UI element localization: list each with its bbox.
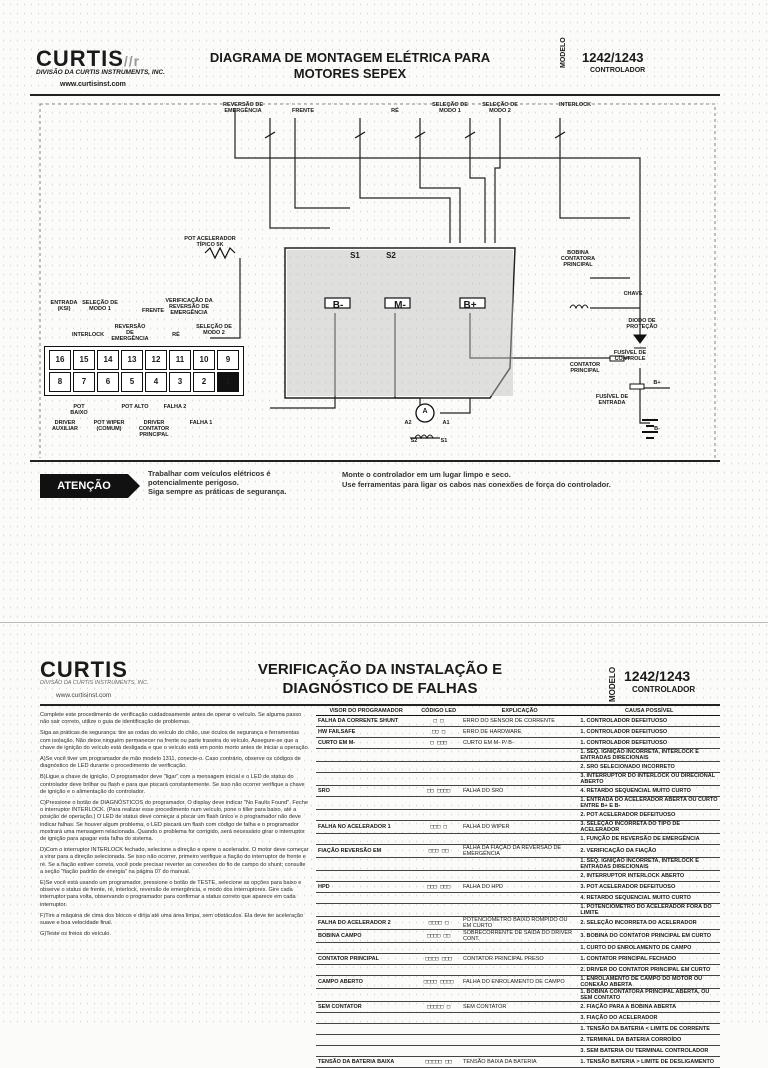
connector-pin: 1 — [217, 372, 239, 392]
table-cell: ERRO DE HARDWARE — [461, 727, 578, 738]
table-cell: 1. ENTRADA DO ACELERADOR ABERTA OU CURTO ENTRE B+ E B- — [578, 797, 720, 810]
model-sub: CONTROLADOR — [590, 67, 646, 74]
table-cell: FALHA NO ACELERADOR 1 — [316, 821, 416, 834]
connector-pin: 14 — [97, 350, 119, 370]
table-cell: 3. INTERRUPTOR DO INTERLOCK OU DIRECIONAL ABERTO — [578, 773, 720, 786]
page-separator — [0, 622, 768, 623]
table-cell: 1. CONTROLADOR DEFEITUOSO — [578, 727, 720, 738]
table-cell — [316, 989, 416, 1002]
table-cell — [416, 965, 461, 976]
connector-pin: 8 — [49, 372, 71, 392]
table-row — [316, 821, 720, 834]
table-row — [316, 1035, 720, 1046]
label-fusivel-entrada: FUSÍVEL DE ENTRADA — [595, 394, 629, 406]
conn-label-pot-baixo: POT BAIXO — [70, 404, 88, 416]
table-cell — [461, 871, 578, 882]
label-mode2: SELEÇÃO DE MODO 2 — [482, 102, 518, 114]
table-cell — [461, 773, 578, 786]
table-row — [316, 882, 720, 893]
table-cell — [461, 1035, 578, 1046]
bottom-website-text: www.curtisinst.com — [56, 692, 112, 699]
col-explicacao: EXPLICAÇÃO — [461, 707, 578, 716]
label-s2: S2 — [386, 251, 396, 260]
label-bobina: BOBINA CONTATORA PRINCIPAL — [560, 250, 596, 268]
table-cell: 1. TENSÃO BATERIA > LIMITE DE DESLIGAMENTO — [578, 1057, 720, 1068]
label-a1: A1 — [442, 420, 450, 426]
table-cell — [461, 893, 578, 904]
table-cell: 2. TERMINAL DA BATERIA CORROÍDO — [578, 1035, 720, 1046]
table-cell — [416, 893, 461, 904]
table-row — [316, 871, 720, 882]
conn-label-verif: VERIFICAÇÃO DA REVERSÃO DE EMERGÊNCIA — [165, 298, 213, 316]
table-cell: □□□ □ — [416, 821, 461, 834]
table-header-row — [316, 707, 720, 716]
table-cell: 1. SEQ. IGNIÇÃO INCORRETA, INTERLOCK E ENTRADAS DIRECIONAIS — [578, 749, 720, 762]
table-cell: 2. POT ACELERADOR DEFEITUOSO — [578, 810, 720, 821]
table-cell: □□ □□□□ — [416, 786, 461, 797]
table-cell — [316, 834, 416, 845]
table-cell: 3. SEM BATERIA OU TERMINAL CONTROLADOR — [578, 1046, 720, 1057]
connector-pin: 10 — [193, 350, 215, 370]
modelo-vertical: MODELO — [560, 37, 567, 68]
label-bminus: B- — [332, 300, 344, 311]
label-motor-s1: S1 — [440, 438, 448, 444]
label-contator: CONTATOR PRINCIPAL — [569, 362, 601, 374]
table-cell — [316, 965, 416, 976]
table-cell: CONTATOR PRINCIPAL — [316, 954, 416, 965]
table-row — [316, 917, 720, 930]
brand-text: CURTIS — [36, 46, 124, 71]
table-cell — [416, 858, 461, 871]
bottom-model-number: 1242/1243 — [624, 668, 691, 684]
table-cell — [461, 810, 578, 821]
table-cell: □□□□ □□ — [416, 930, 461, 943]
connector-pin: 11 — [169, 350, 191, 370]
warning-left-text — [148, 469, 286, 496]
bottom-title-line-1: VERIFICAÇÃO DA INSTALAÇÃO E — [257, 661, 503, 678]
conn-label-driver-contator: DRIVER CONTATOR PRINCIPAL — [138, 420, 170, 438]
table-row — [316, 976, 720, 989]
connector-pin: 3 — [169, 372, 191, 392]
table-cell: □ □□□ — [416, 738, 461, 749]
table-cell: 4. RETARDO SEQUENCIAL MUITO CURTO — [578, 786, 720, 797]
col-visor: VISOR DO PROGRAMADOR — [316, 707, 416, 716]
table-cell — [461, 1024, 578, 1035]
label-motor-s2: S2 — [410, 438, 418, 444]
col-codigo-led: CÓDIGO LED — [416, 707, 461, 716]
conn-label-driver-aux: DRIVER AUXILIAR — [52, 420, 78, 432]
table-cell: FALHA DA CORRENTE SHUNT — [316, 716, 416, 727]
table-cell — [461, 1046, 578, 1057]
table-cell: □ □ — [416, 716, 461, 727]
table-cell: 2. FIAÇÃO PARA A BOBINA ABERTA — [578, 1002, 720, 1013]
table-row — [316, 943, 720, 954]
connector-pin: 4 — [145, 372, 167, 392]
table-cell — [416, 797, 461, 810]
conn-label-frente: FRENTE — [142, 308, 164, 314]
bottom-modelo-vertical: MODELO — [608, 666, 617, 702]
label-re: RÉ — [391, 108, 399, 114]
conn-label-modo1: SELEÇÃO DE MODO 1 — [82, 300, 118, 312]
label-a2: A2 — [404, 420, 412, 426]
label-interlock: INTERLOCK — [558, 102, 592, 108]
table-cell: FALHA DO ACELERADOR 2 — [316, 917, 416, 930]
instruction-paragraph: F)Tire a máquina de cima dos blocos e dirija até uma área limpa, sem obstáculos. Ela deve ter aceleração suave e boa velocidade final. — [40, 912, 304, 927]
controller-body — [287, 250, 513, 396]
table-row — [316, 762, 720, 773]
table-cell: □□□ □□ — [416, 845, 461, 858]
bottom-model-sub: CONTROLADOR — [632, 685, 696, 694]
table-cell: 1. ENROLAMENTO DE CAMPO DO MOTOR OU CONEXÃO ABERTA — [578, 976, 720, 989]
conn-label-falha1: FALHA 1 — [189, 420, 213, 426]
table-cell — [461, 858, 578, 871]
instruction-paragraph: D)Com o interruptor INTERLOCK fechado, selecione a direção e opere o acelerador. O motor deve começar a virar para a direção selecionada. Se isso não ocorrer, primeiro verifique a fiação do interruptor de frente e ré. Se a fiação estiver correta, você pode precisar reverter as conexões do fio de campo do shunt; consulte a seção "fiação padrão de energia" na página 07 do manual. — [40, 847, 309, 875]
col-causa: CAUSA POSSÍVEL — [578, 707, 720, 716]
table-cell: 3. SELEÇÃO INCORRETA DO TIPO DE ACELERADOR — [578, 821, 720, 834]
conn-label-pot-wiper: POT WIPER (COMUM) — [93, 420, 125, 432]
warning-left-line-2: potencialmente perigoso. — [148, 478, 239, 487]
table-cell: 1. CONTATOR PRINCIPAL FECHADO — [578, 954, 720, 965]
bottom-curtis-logo: CURTIS — [40, 657, 128, 682]
connector-pin: 12 — [145, 350, 167, 370]
table-row — [316, 797, 720, 810]
conn-label-interlock: INTERLOCK — [71, 332, 105, 338]
bottom-header-rule — [40, 704, 720, 706]
table-cell — [461, 943, 578, 954]
instructions-column — [40, 712, 310, 942]
website-text: www.curtisinst.com — [60, 81, 126, 88]
table-cell: 3. POT ACELERADOR DEFEITUOSO — [578, 882, 720, 893]
table-cell: BOBINA CAMPO — [316, 930, 416, 943]
table-cell: 4. RETARDO SEQUENCIAL MUITO CURTO — [578, 893, 720, 904]
table-row — [316, 810, 720, 821]
label-mode1: SELEÇÃO DE MODO 1 — [432, 102, 468, 114]
table-cell: FALHA DO SRO — [461, 786, 578, 797]
table-cell — [416, 1046, 461, 1057]
table-cell: FALHA DA FIAÇÃO DA REVERSÃO DE EMERGÊNCIA — [461, 845, 578, 858]
instruction-paragraph: Siga as práticas de segurança: tire as rodas do veículo do chão, use óculos de segurança e ferramentas com isolação. Não deixe ninguém permanecer na frente ou parte traseira do veículo. Assegure-se que a chave de ignição do veículo está desligada e que o veículo está em ponto morto antes de iniciar a operação. — [40, 730, 310, 751]
table-cell — [316, 810, 416, 821]
conn-label-entrada-ksi: ENTRADA (KSI) — [50, 300, 78, 312]
connector-pin: 16 — [49, 350, 71, 370]
table-cell — [416, 1024, 461, 1035]
table-cell — [416, 749, 461, 762]
title-line-2: MOTORES SEPEX — [293, 66, 407, 81]
connector-pin: 2 — [193, 372, 215, 392]
label-bminus-bat: B- — [654, 426, 660, 432]
connector-pin: 13 — [121, 350, 143, 370]
table-cell: FALHA DO WIPER — [461, 821, 578, 834]
division-text: DIVISÃO DA CURTIS INSTRUMENTS, INC. — [36, 69, 165, 76]
bottom-division-text: DIVISÃO DA CURTIS INSTRUMENTS, INC. — [40, 680, 149, 686]
conn-label-re: RÉ — [172, 332, 180, 338]
table-cell — [461, 989, 578, 1002]
table-cell: 3. BOBINA DO CONTATOR PRINCIPAL EM CURTO — [578, 930, 720, 943]
table-cell — [316, 871, 416, 882]
table-cell: SRO — [316, 786, 416, 797]
table-row — [316, 1013, 720, 1024]
table-cell — [461, 834, 578, 845]
table-cell — [416, 834, 461, 845]
table-cell: CONTATOR PRINCIPAL PRESO — [461, 954, 578, 965]
table-cell: CURTO EM M- — [316, 738, 416, 749]
table-cell — [461, 1013, 578, 1024]
table-cell: 1. POTENCIÔMETRO DO ACELERADOR FORA DO LIMITE — [578, 904, 720, 917]
table-cell: SOBRECORRENTE DE SAÍDA DO DRIVER CONT. — [461, 930, 578, 943]
label-frente: FRENTE — [292, 108, 314, 114]
table-cell — [416, 762, 461, 773]
table-cell — [461, 904, 578, 917]
table-cell — [316, 1035, 416, 1046]
table-cell: TENSÃO DA BATERIA BAIXA — [316, 1057, 416, 1068]
table-cell: ERRO DO SENSOR DE CORRENTE — [461, 716, 578, 727]
table-row — [316, 845, 720, 858]
table-cell: CURTO EM M- P/ B- — [461, 738, 578, 749]
warning-right-line-2: Use ferramentas para ligar os cabos nas conexões de força do controlador. — [342, 480, 611, 489]
table-cell — [316, 749, 416, 762]
table-row — [316, 930, 720, 943]
warning-divider — [30, 460, 720, 462]
table-cell: HPD — [316, 882, 416, 893]
table-cell: 1. TENSÃO DA BATERIA < LIMITE DE CORRENTE — [578, 1024, 720, 1035]
table-cell — [461, 762, 578, 773]
bottom-title-line-2: DIAGNÓSTICO DE FALHAS — [282, 680, 478, 697]
table-cell: FIAÇÃO REVERSÃO EM — [316, 845, 416, 858]
table-cell — [316, 797, 416, 810]
table-row — [316, 1002, 720, 1013]
table-cell — [416, 871, 461, 882]
instruction-paragraph: B)Ligue a chave de ignição. O programador deve "ligar" com a mensagem inicial e o LED de status do controlador deve brilhar ou flash e para que piscará constantemente. Se isso não ocorrer verifique a chave de ignição e o alimentação do controlador. — [40, 774, 305, 795]
table-cell: FALHA DO HPD — [461, 882, 578, 893]
table-cell: FALHA DO ENROLAMENTO DE CAMPO — [461, 976, 578, 989]
table-cell — [416, 773, 461, 786]
instruction-paragraph: E)Se você está usando um programador, pressione o botão de TESTE, selecione as opções para baixo e observe o status de frente, ré, interlock, reversão de emergência, e modo dos interruptores. Gire cada interruptor para volta, observando o programador para confirmar a status correto que aparece em cada interruptor. — [40, 880, 302, 908]
table-cell — [416, 989, 461, 1002]
table-cell: SEM CONTATOR — [316, 1002, 416, 1013]
table-cell: □□□□□ □ — [416, 1002, 461, 1013]
connector-pin: 5 — [121, 372, 143, 392]
conn-label-modo2: SELEÇÃO DE MODO 2 — [196, 324, 232, 336]
table-cell: □□□□ □□□□ — [416, 976, 461, 989]
label-pot: POT ACELERADOR TÍPICO 5K — [184, 236, 236, 248]
table-cell: 1. SEQ. IGNIÇÃO INCORRETA, INTERLOCK E ENTRADAS DIRECIONAIS — [578, 858, 720, 871]
table-cell: 1. CONTROLADOR DEFEITUOSO — [578, 716, 720, 727]
table-cell: CAMPO ABERTO — [316, 976, 416, 989]
header-rule — [30, 94, 720, 96]
label-bplus-bat: B+ — [653, 380, 661, 386]
label-motor: A — [422, 408, 428, 415]
table-cell — [461, 797, 578, 810]
instruction-paragraph: G)Teste os freios do veículo. — [40, 931, 111, 938]
table-cell: 1. CONTROLADOR DEFEITUOSO — [578, 738, 720, 749]
table-cell: TENSÃO BAIXA DA BATERIA — [461, 1057, 578, 1068]
table-row — [316, 727, 720, 738]
table-row — [316, 716, 720, 727]
table-row — [316, 834, 720, 845]
table-cell — [316, 893, 416, 904]
label-fusivel-controle: FUSÍVEL DE CONTROLE — [613, 350, 647, 362]
table-cell — [461, 749, 578, 762]
table-cell — [316, 858, 416, 871]
model-number: 1242/1243 — [582, 50, 644, 65]
table-cell — [316, 1013, 416, 1024]
table-cell — [316, 773, 416, 786]
table-cell — [416, 1013, 461, 1024]
table-cell: HW FAILSAFE — [316, 727, 416, 738]
table-cell — [316, 904, 416, 917]
warning-left-line-3: Siga sempre as práticas de segurança. — [148, 487, 287, 496]
instruction-paragraph: Complete este procedimento de verificação cuidadosamente antes de operar o veículo. Se alguma passo não sair correto, utilize o guia de identificação de problemas. — [40, 712, 302, 726]
warning-left-line-1: Trabalhar com veículos elétricos é — [148, 469, 271, 478]
table-row — [316, 1057, 720, 1068]
table-cell: □□□□ □□□ — [416, 954, 461, 965]
table-cell — [461, 965, 578, 976]
table-row — [316, 858, 720, 871]
warning-arrow — [128, 474, 140, 498]
title-line-1: DIAGRAMA DE MONTAGEM ELÉTRICA PARA — [209, 50, 491, 65]
table-cell: 1. CURTO DO ENROLAMENTO DE CAMPO — [578, 943, 720, 954]
table-cell: □□ □ — [416, 727, 461, 738]
table-cell: SEM CONTATOR — [461, 1002, 578, 1013]
table-row — [316, 904, 720, 917]
table-cell: 3. FIAÇÃO DO ACELERADOR — [578, 1013, 720, 1024]
warning-right-text — [342, 470, 611, 490]
warning-right-line-1: Monte o controlador em um lugar limpo e seco. — [342, 470, 511, 479]
connector-pin: 6 — [97, 372, 119, 392]
conn-label-pot-alto: POT ALTO — [121, 404, 149, 410]
table-row — [316, 738, 720, 749]
table-row — [316, 965, 720, 976]
conn-label-falha2: FALHA 2 — [163, 404, 187, 410]
table-cell — [416, 904, 461, 917]
table-cell: □□□□ □ — [416, 917, 461, 930]
label-bplus: B+ — [463, 300, 477, 311]
table-row — [316, 1024, 720, 1035]
table-cell — [416, 810, 461, 821]
table-cell: 2. VERIFICAÇÃO DA FIAÇÃO — [578, 845, 720, 858]
table-cell: 1. FUNÇÃO DE REVERSÃO DE EMERGÊNCIA — [578, 834, 720, 845]
label-mminus: M- — [394, 300, 406, 311]
table-cell: □□□□□ □□ — [416, 1057, 461, 1068]
label-reverse-emergency: REVERSÃO DE EMERGÊNCIA — [222, 102, 264, 114]
table-cell — [316, 943, 416, 954]
table-cell: □□□ □□□ — [416, 882, 461, 893]
label-s1: S1 — [350, 251, 360, 260]
table-cell: 2. SELEÇÃO INCORRETA DO ACELERADOR — [578, 917, 720, 930]
table-cell — [316, 1024, 416, 1035]
conn-label-reversao: REVERSÃO DE EMERGÊNCIA — [111, 324, 149, 342]
table-cell: POTENCIÔMETRO BAIXO ROMPIDO OU EM CURTO — [461, 917, 578, 930]
table-row — [316, 773, 720, 786]
table-cell — [316, 1046, 416, 1057]
molex-connector — [44, 346, 244, 396]
connector-pin: 7 — [73, 372, 95, 392]
table-cell — [416, 943, 461, 954]
table-cell — [416, 1035, 461, 1046]
table-row — [316, 786, 720, 797]
table-cell: 2. DRIVER DO CONTATOR PRINCIPAL EM CURTO — [578, 965, 720, 976]
diagnostic-table — [316, 707, 720, 1068]
table-row — [316, 893, 720, 904]
instruction-paragraph: A)Se você tiver um programador de mão modelo 1311, conecte-o. Caso contrário, observe os códigos de diagnóstico de LED durante o procedimento de verificação. — [40, 756, 301, 770]
instruction-paragraph: C)Pressione o botão de DIAGNÓSTICOS do programador. O display deve indicar "No Faults Found". Feche o interruptor INTERLOCK. (Para realizar esse procedimento num veículo, pone o tiller para baixo, até a posição de operação.) O LED de status deve começar a piscar um flash único e o programador não deve indicar falhas. Se houver algum problema, o LED piscará um flash com código de falha e o programador mostrará uma mensagem relacionada. Quando o problema for corrigido, será necessário girar o interruptor de ignição para apagar esta falha do sistema. — [40, 800, 308, 843]
connector-pin: 9 — [217, 350, 239, 370]
connector-pin: 15 — [73, 350, 95, 370]
table-cell: 1. BOBINA CONTATORA PRINCIPAL ABERTA, OU SEM CONTATO — [578, 989, 720, 1002]
warning-badge: ATENÇÃO — [40, 474, 128, 498]
top-page — [30, 28, 720, 528]
table-row — [316, 1046, 720, 1057]
table-row — [316, 989, 720, 1002]
brand-suffix: //r — [123, 53, 141, 69]
table-cell — [316, 762, 416, 773]
table-row — [316, 749, 720, 762]
table-body — [316, 716, 720, 1068]
label-diodo: DIODO DE PROTEÇÃO — [626, 318, 658, 330]
table-cell: 2. INTERRUPTOR INTERLOCK ABERTO — [578, 871, 720, 882]
table-row — [316, 954, 720, 965]
label-chave: CHAVE — [623, 291, 643, 297]
table-cell: 2. SRO SELECIONADO INCORRETO — [578, 762, 720, 773]
